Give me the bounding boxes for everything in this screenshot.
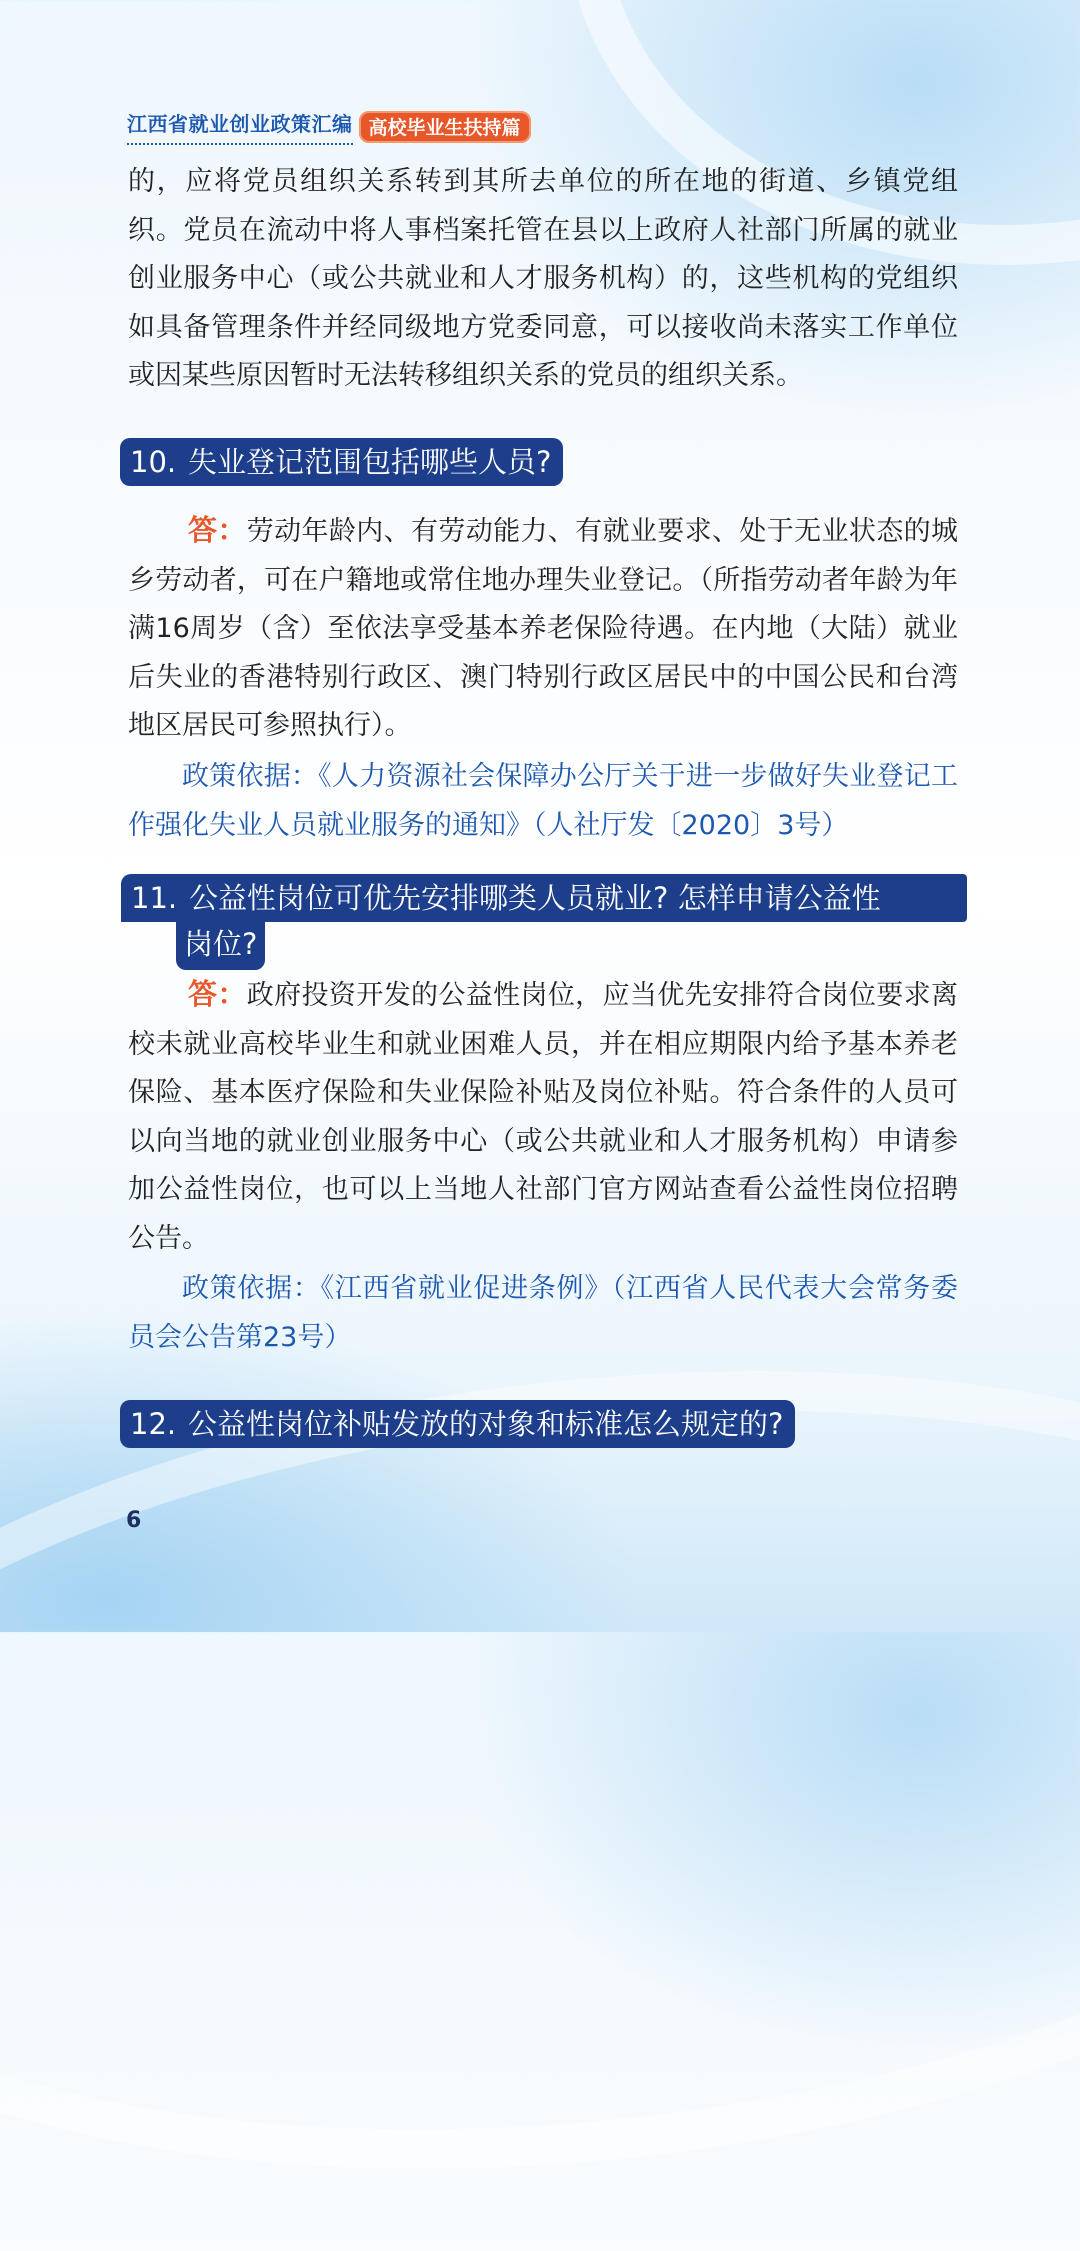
question-number: 10. [130,445,177,479]
policy-basis-10: 政策依据：《人力资源社会保障办公厅关于进一步做好失业登记工作强化失业人员就业服务的通知》（人社厅发〔2020〕3号） [128,761,958,841]
intro-paragraph: 的，应将党员组织关系转到其所去单位的所在地的街道、乡镇党组织。党员在流动中将人事档案托管在县以上政府人社部门所属的就业创业服务中心（或公共就业和人才服务机构）的，这些机构的党组织如具备管理条件并经同级地方党委同意，可以接收尚未落实工作单位或因某些原因暂时无法转移组织关系的党员的组织关系。 [128,166,958,391]
answer-10 [128,506,958,751]
page-number: 6 [126,1508,142,1533]
question-12-heading [120,1400,795,1448]
section-tag: 高校毕业生扶持篇 [359,111,531,143]
question-text: 失业登记范围包括哪些人员? [188,445,552,479]
question-11-heading [121,874,967,970]
question-text-line1: 公益性岗位可优先安排哪类人员就业? 怎样申请公益性 [189,881,881,915]
answer-text: 劳动年龄内、有劳动能力、有就业要求、处于无业状态的城乡劳动者，可在户籍地或常住地办理失业登记。（所指劳动者年龄为年满16周岁（含）至依法享受基本养老保险待遇。在内地（大陆）就业后失业的香港特别行政区、澳门特别行政区居民中的中国公民和台湾地区居民可参照执行）。 [128,516,958,741]
question-number: 12. [130,1407,177,1441]
question-10-heading [120,438,563,486]
question-text: 公益性岗位补贴发放的对象和标准怎么规定的? [188,1407,784,1441]
page-header [127,108,531,145]
question-number: 11. [131,881,178,915]
answer-text: 政府投资开发的公益性岗位，应当优先安排符合岗位要求离校未就业高校毕业生和就业困难人员，并在相应期限内给予基本养老保险、基本医疗保险和失业保险补贴及岗位补贴。符合条件的人员可以向当地的就业创业服务中心（或公共就业和人才服务机构）申请参加公益性岗位，也可以上当地人社部门官方网站查看公益性岗位招聘公告。 [128,980,958,1254]
answer-label: 答： [188,977,247,1011]
answer-label: 答： [188,513,247,547]
policy-basis-11: 政策依据：《江西省就业促进条例》（江西省人民代表大会常务委员会公告第23号） [128,1273,958,1353]
book-title: 江西省就业创业政策汇编 [127,108,353,145]
question-text-line2: 岗位? [176,922,265,970]
answer-11 [128,970,958,1263]
